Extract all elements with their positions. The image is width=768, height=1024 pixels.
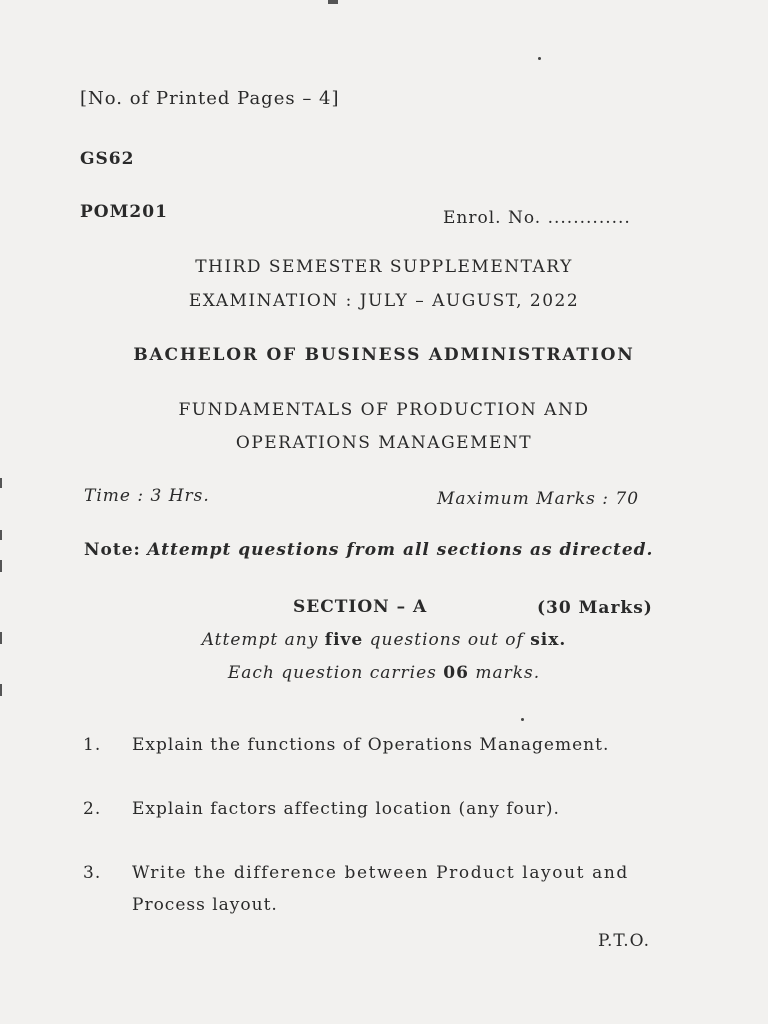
question-number: 3.	[83, 863, 102, 883]
scan-mark-top	[328, 0, 338, 4]
maximum-marks: Maximum Marks : 70	[437, 489, 640, 509]
section-a-instruction-2: Each question carries 06 marks.	[227, 663, 541, 683]
printed-pages: [No. of Printed Pages – 4]	[80, 88, 340, 109]
margin-mark	[0, 530, 2, 540]
program-title: BACHELOR OF BUSINESS ADMINISTRATION	[133, 345, 635, 365]
note-label: Note:	[84, 540, 141, 560]
question-text: Explain the functions of Operations Management.	[132, 735, 610, 755]
margin-mark	[0, 560, 2, 572]
paper-code-gs: GS62	[80, 149, 135, 169]
exam-time: Time : 3 Hrs.	[84, 486, 210, 506]
exam-line-2: EXAMINATION : JULY – AUGUST, 2022	[188, 291, 580, 311]
scan-dot	[521, 718, 524, 721]
note	[84, 540, 653, 560]
exam-line-1: THIRD SEMESTER SUPPLEMENTARY	[195, 257, 573, 277]
question-text-line-2: Process layout.	[132, 895, 278, 915]
question-number: 1.	[83, 735, 102, 755]
question-number: 2.	[83, 799, 102, 819]
section-a-title: SECTION – A	[293, 597, 428, 617]
question-text-line-1: Write the difference between Product layout and	[132, 863, 629, 883]
enrol-number: Enrol. No. .............	[443, 208, 631, 228]
subject-line-1: FUNDAMENTALS OF PRODUCTION AND	[178, 400, 590, 420]
margin-mark	[0, 478, 2, 488]
note-text: Attempt questions from all sections as directed.	[147, 540, 654, 560]
section-a-instruction-1: Attempt any five questions out of six.	[201, 630, 567, 650]
subject-line-2: OPERATIONS MANAGEMENT	[235, 433, 533, 453]
question-text: Explain factors affecting location (any four).	[132, 799, 560, 819]
margin-mark	[0, 684, 2, 696]
pto: P.T.O.	[598, 931, 650, 951]
section-a-marks: (30 Marks)	[537, 598, 653, 618]
paper-code-pom: POM201	[80, 202, 168, 222]
scan-dot	[538, 57, 541, 60]
